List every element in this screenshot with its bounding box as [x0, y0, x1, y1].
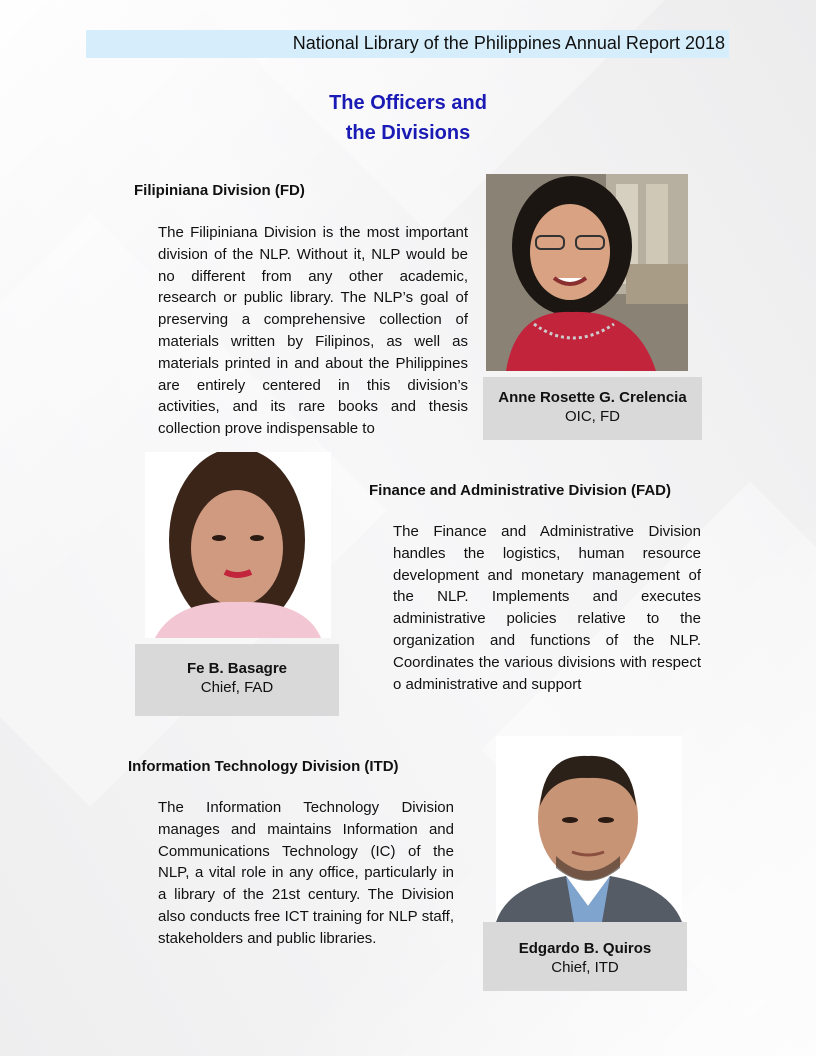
officer-role: Chief, FAD	[200, 679, 274, 696]
page-title-line-1: The Officers and	[329, 92, 487, 114]
report-header-title: National Library of the Philippines Annual Report 2018	[292, 33, 725, 53]
header-bar	[86, 30, 729, 58]
section-body-fad: The Finance and Administrative Division handles the logistics, human resource development and monetary management of the NLP. Implements and executes administrative policies relative to the organization and functions of the NLP. Coordinates the various divisions with respect o administrative and support	[393, 523, 701, 693]
officer-photo-crelencia	[486, 174, 688, 371]
section-body-itd: The Information Technology Division manages and maintains Information and Communications Technology (IC) of the NLP, a vital role in any office, particularly in a library of the 21st century. The Division also conducts free ICT training for NLP staff, stakeholders and public libraries.	[158, 799, 454, 947]
officer-photo-basagre	[145, 452, 331, 638]
officer-role: OIC, FD	[565, 408, 620, 425]
officer-name: Anne Rosette G. Crelencia	[498, 389, 687, 406]
section-heading-fd: Filipiniana Division (FD)	[134, 182, 305, 199]
officer-caption-crelencia	[483, 377, 702, 440]
officer-photo-quiros	[496, 736, 682, 922]
officer-name: Fe B. Basagre	[186, 660, 288, 677]
officer-caption-basagre	[135, 644, 339, 716]
section-heading-itd: Information Technology Division (ITD)	[128, 758, 399, 775]
woman-portrait-icon	[486, 174, 688, 371]
page-title-line-2: the Divisions	[345, 122, 471, 144]
woman-portrait-icon	[145, 452, 331, 638]
officer-name: Edgardo B. Quiros	[518, 940, 652, 957]
man-portrait-icon	[496, 736, 682, 922]
page-title	[0, 88, 816, 148]
officer-caption-quiros	[483, 922, 687, 991]
section-heading-fad: Finance and Administrative Division (FAD)	[369, 482, 671, 499]
officer-role: Chief, ITD	[551, 959, 619, 976]
section-body-fd: The Filipiniana Division is the most important division of the NLP. Without it, NLP would be no different from any other academic, research or public library. The NLP’s goal of preserving a comprehensive collection of materials written by Filipinos, as well as materials printed in and about the Philippines are entirely centered in this division’s activities, and its rare books and thesis collection prove indispensable to	[158, 224, 468, 438]
